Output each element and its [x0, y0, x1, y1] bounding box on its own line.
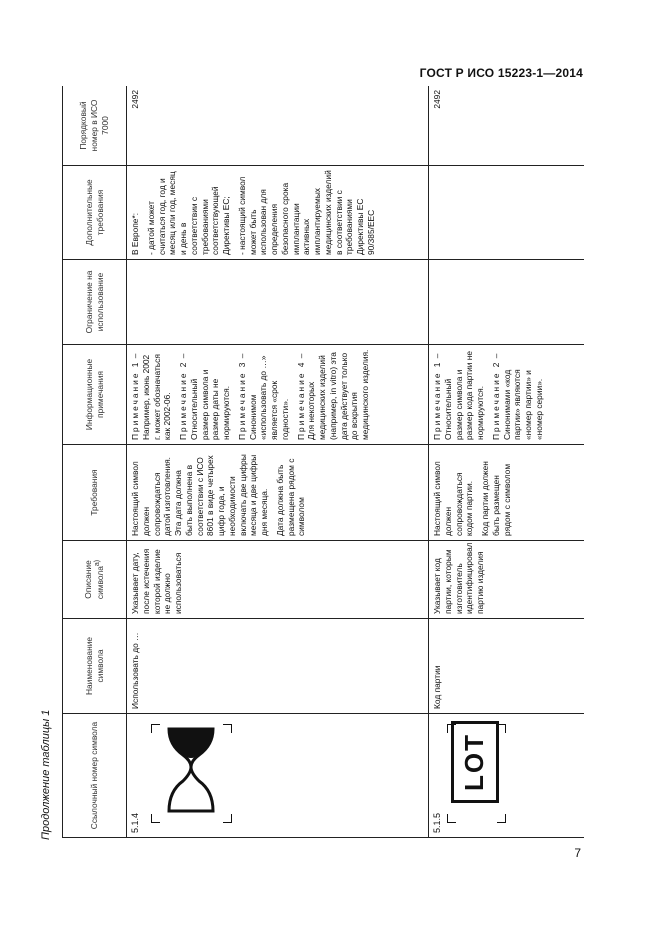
- note-title: Примечание 1: [130, 360, 140, 440]
- note: [130, 349, 173, 440]
- note-text: – Для некоторых медицинских изделий (например, in vitro) эта дата действует только до вскрытия медицинского изделия.: [295, 349, 370, 440]
- note-text: – Относительный размер символа и размер кода партии не нормируются.: [432, 350, 485, 440]
- note: [296, 349, 371, 440]
- column-header: Информационные примечания: [63, 345, 127, 445]
- symbol-ref-number: 5.1.4: [130, 812, 140, 833]
- table-continuation-label: Продолжение таблицы 1: [40, 709, 52, 840]
- symbols-table: [62, 86, 584, 838]
- column-header: Порядковый номер в ИСО 7000: [63, 86, 127, 166]
- note-text: – Синонимом «использовать до …» является «срок годности».: [236, 353, 290, 440]
- page-number: 7: [574, 846, 581, 860]
- requirement-text: Код партии должен быть размещен рядом с символом: [480, 461, 512, 536]
- rotated-table-wrapper: [62, 86, 584, 838]
- requirement-text: Настоящий символ должен сопровождаться датой изготовления. Эта дата должна быть выполнена в соответствии с ИСО 8601 в виде четырех цифр года, и необходимости включать две цифры месяца и две цифры дня месяца.: [130, 454, 269, 536]
- note-title: Примечание 2: [490, 360, 501, 440]
- column-header-text: Описание символа: [83, 560, 105, 600]
- column-header: Требования: [63, 445, 127, 541]
- symbol-description: Указывает дату, после истечения которой изделие не должно использоваться: [127, 541, 429, 619]
- symbol-ref-number: 5.1.5: [432, 812, 442, 833]
- note-title: Примечание 4: [295, 360, 306, 440]
- symbol-restriction: [127, 260, 429, 345]
- symbol-requirements: [429, 445, 585, 541]
- symbol-description: Указывает код партии, которым изготовитель идентифицировал партию изделия: [429, 541, 585, 619]
- additional-text: - настоящий символ может быть использован для определения безопасного срока имплантации активных имплантируемых медицинских изделий в соответствии с требованиями Директивы ЕС 90/385/EEC: [236, 170, 376, 255]
- symbol-name: Использовать до …: [127, 619, 429, 714]
- note: [432, 349, 486, 440]
- symbol-notes: [429, 345, 585, 445]
- additional-text: В Европе*:: [130, 212, 140, 255]
- column-header: Ограничение на использование: [63, 260, 127, 345]
- symbol-requirements: [127, 445, 429, 541]
- table-row: [429, 86, 585, 838]
- note-title: Примечание 2: [178, 360, 188, 440]
- note-title: Примечание 1: [432, 360, 442, 440]
- symbol-name: Код партии: [429, 619, 585, 714]
- footnote-mark: a): [94, 559, 102, 567]
- lot-icon-text: LOT: [459, 733, 490, 791]
- note-title: Примечание 3: [236, 360, 247, 440]
- iso7000-number: 2492: [429, 86, 585, 166]
- note-text: – Синонимами «код партии» являются «номер партии» и «номер серии».: [490, 353, 544, 440]
- iso7000-number: 2492: [127, 86, 429, 166]
- note-text: – Например, июнь 2002 г. может обозначаться как 2002-06.: [130, 353, 173, 440]
- hourglass-icon: [161, 725, 221, 815]
- symbol-restriction: [429, 260, 585, 345]
- table-row: [127, 86, 429, 838]
- symbols-table-frame: [62, 86, 584, 838]
- note: [178, 349, 232, 440]
- document-header: ГОСТ Р ИСО 15223-1—2014: [419, 66, 583, 80]
- column-header: [63, 541, 127, 619]
- note: [491, 349, 545, 440]
- symbol-cell: [429, 714, 585, 838]
- note-text: – Относительный размер символа и размер даты не нормируются.: [178, 353, 231, 440]
- column-header: Дополнительные требования: [63, 166, 127, 260]
- additional-text: - датой может считаться год, год и месяц или год, месяц и день в соответствии с требованиями соответствующей Директивы ЕС;: [145, 171, 231, 255]
- symbol-additional: [429, 166, 585, 260]
- lot-icon: [451, 721, 499, 803]
- column-header: Ссылочный номер символа: [63, 714, 127, 838]
- requirement-text: Дата должна быть размещена рядом с символом: [274, 458, 307, 536]
- symbol-cell: [127, 714, 429, 838]
- symbol-notes: [127, 345, 429, 445]
- note: [237, 349, 291, 440]
- column-header: Наименование символа: [63, 619, 127, 714]
- symbol-additional: [127, 166, 429, 260]
- table-header-row: [63, 86, 127, 838]
- requirement-text: Настоящий символ должен сопровождаться кодом партии.: [432, 461, 475, 536]
